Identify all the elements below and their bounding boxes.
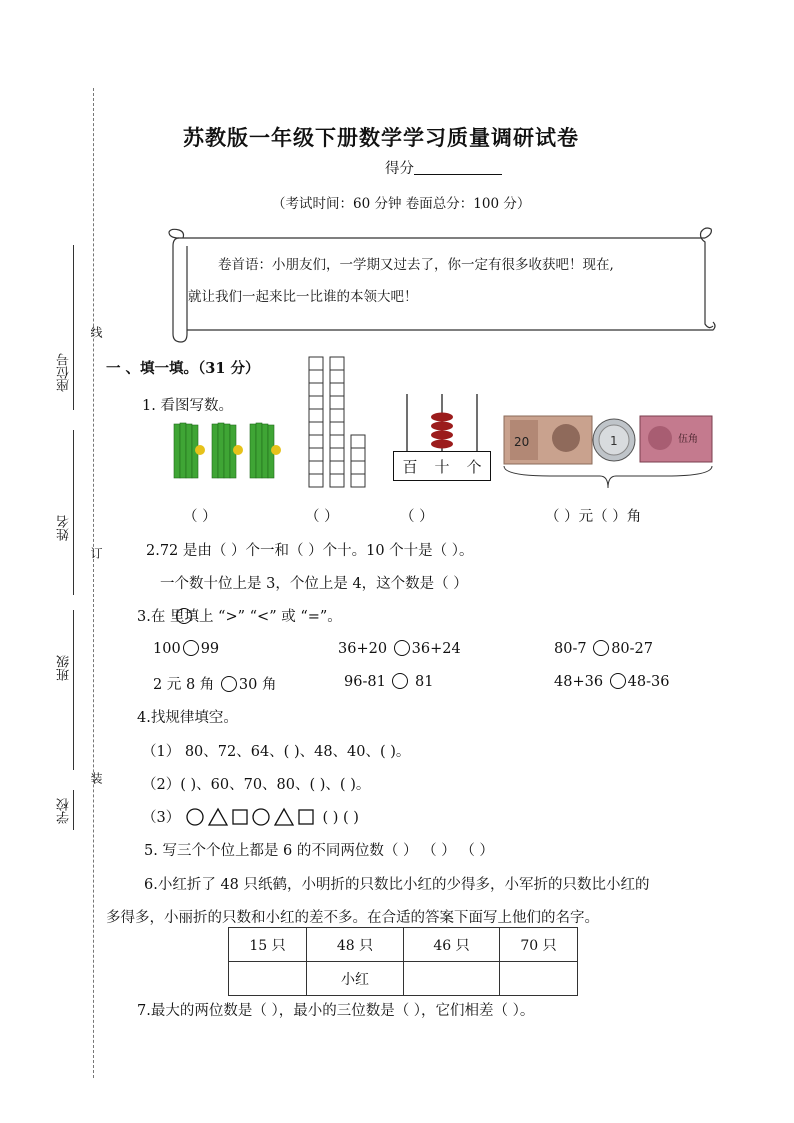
coin-value: 1 [610,434,618,448]
compare-item-4 [153,673,276,694]
answer-cell: 小红 [307,962,404,996]
q1-blank-abacus[interactable]: （ ） [400,509,434,525]
table-cell: 46 只 [404,928,500,962]
q3-prompt-circle-icon [176,608,192,624]
score-blank[interactable] [414,160,502,175]
compare-circle[interactable] [610,673,626,689]
compare-item-2 [338,640,461,657]
compare-circle[interactable] [221,676,237,692]
compare-circle[interactable] [183,640,199,656]
compare-right: 81 [410,674,434,690]
name-label: 姓名 [57,515,72,541]
q1-blank-bamboo[interactable]: （ ） [183,509,217,525]
q6-line-2: 多得多，小丽折的只数和小红的差不多。在合适的答案下面写上他们的名字。 [106,910,599,926]
abacus-label-hundreds: 百 [402,457,418,476]
seat-label: 座位号 [57,353,72,392]
class-label: 班级 [57,655,72,681]
compare-right: 99 [200,641,220,657]
q1-blank-money[interactable]: （ ）元（ ）角 [545,509,642,525]
q4-3-blanks[interactable]: ( ) ( ) [322,810,359,826]
answer-cell[interactable] [500,962,578,996]
note-jiao-label: 伍角 [678,434,698,445]
exam-info: （考试时间：60 分钟 卷面总分：100 分） [272,196,531,212]
compare-left: 36+20 [338,641,388,657]
bind-mark-ding: 订 [89,547,103,559]
score-row [385,157,502,178]
compare-circle[interactable] [593,640,609,656]
money-image [500,412,718,492]
abacus-image [393,392,491,452]
compare-circle[interactable] [392,673,408,689]
cube-columns-image [305,355,367,489]
note-20-value: 20 [514,435,530,449]
abacus-label-tens: 十 [434,457,450,476]
compare-item-1 [153,640,219,657]
table-row [229,928,578,962]
q6-line-1: 6.小红折了 48 只纸鹤，小明折的只数比小红的少得多，小军折的只数比小红的 [144,877,650,893]
table-cell: 48 只 [307,928,404,962]
score-label: 得分 [385,161,414,177]
scroll-line-1: 卷首语：小朋友们，一学期又过去了，你一定有很多收获吧！现在, [218,257,614,273]
table-row [229,962,578,996]
section-heading: 一 、填一填。（31 分） [106,360,260,377]
compare-left: 96-81 [344,674,386,690]
q4-prompt: 4.找规律填空。 [137,710,238,726]
scroll-line-2: 就让我们一起来比一比谁的本领大吧！ [188,289,418,305]
compare-right: 80-27 [611,641,653,657]
compare-left: 2 元 8 角 [153,677,215,693]
cranes-table [228,927,578,996]
compare-item-3 [554,640,653,657]
name-line [73,430,74,595]
compare-item-5 [344,673,433,690]
bamboo-bundles-image [170,420,286,480]
shape-pattern-icon [185,806,315,826]
compare-left: 80-7 [554,641,587,657]
compare-left: 100 [153,641,181,657]
q4-sequence-2: （2）( )、60、70、80、( )、( )。 [142,777,371,793]
compare-right: 36+24 [411,641,461,657]
table-cell: 70 只 [500,928,578,962]
compare-left: 48+36 [554,674,604,690]
table-cell: 15 只 [229,928,307,962]
compare-item-6 [554,673,669,690]
answer-cell[interactable] [404,962,500,996]
q7-prompt: 7.最大的两位数是（ ），最小的三位数是（ ），它们相差（ ）。 [137,1003,535,1019]
bind-mark-zhuang: 装 [89,772,103,784]
q2-line-1: 2.72 是由（ ）个一和（ ）个十。10 个十是（ ）。 [146,543,474,559]
compare-right: 30 角 [238,677,277,693]
compare-circle[interactable] [394,640,410,656]
q4-sequence-1: （1） 80、72、64、( )、48、40、( )。 [142,744,411,760]
page-title: 苏教版一年级下册数学学习质量调研试卷 [183,125,579,150]
compare-right: 48-36 [627,674,670,690]
q1-blank-cubes[interactable]: （ ） [305,509,339,525]
q1-prompt: 1. 看图写数。 [142,398,233,414]
answer-cell[interactable] [229,962,307,996]
class-line [73,610,74,770]
q4-sequence-3 [142,806,359,827]
q4-3-label: （3） [142,810,181,826]
q5-prompt: 5. 写三个个位上都是 6 的不同两位数（ ） （ ） （ ） [144,843,494,859]
abacus-base [393,451,491,481]
q3-prompt: 3.在 里填上 “>” “<” 或 “=”。 [137,609,342,625]
abacus-label-ones: 个 [466,457,482,476]
school-label: 学校 [57,798,72,824]
q2-line-2: 一个数十位上是 3，个位上是 4，这个数是（ ） [160,576,468,592]
bind-mark-line: 线 [89,326,103,338]
binding-dashed-line [93,88,94,1078]
